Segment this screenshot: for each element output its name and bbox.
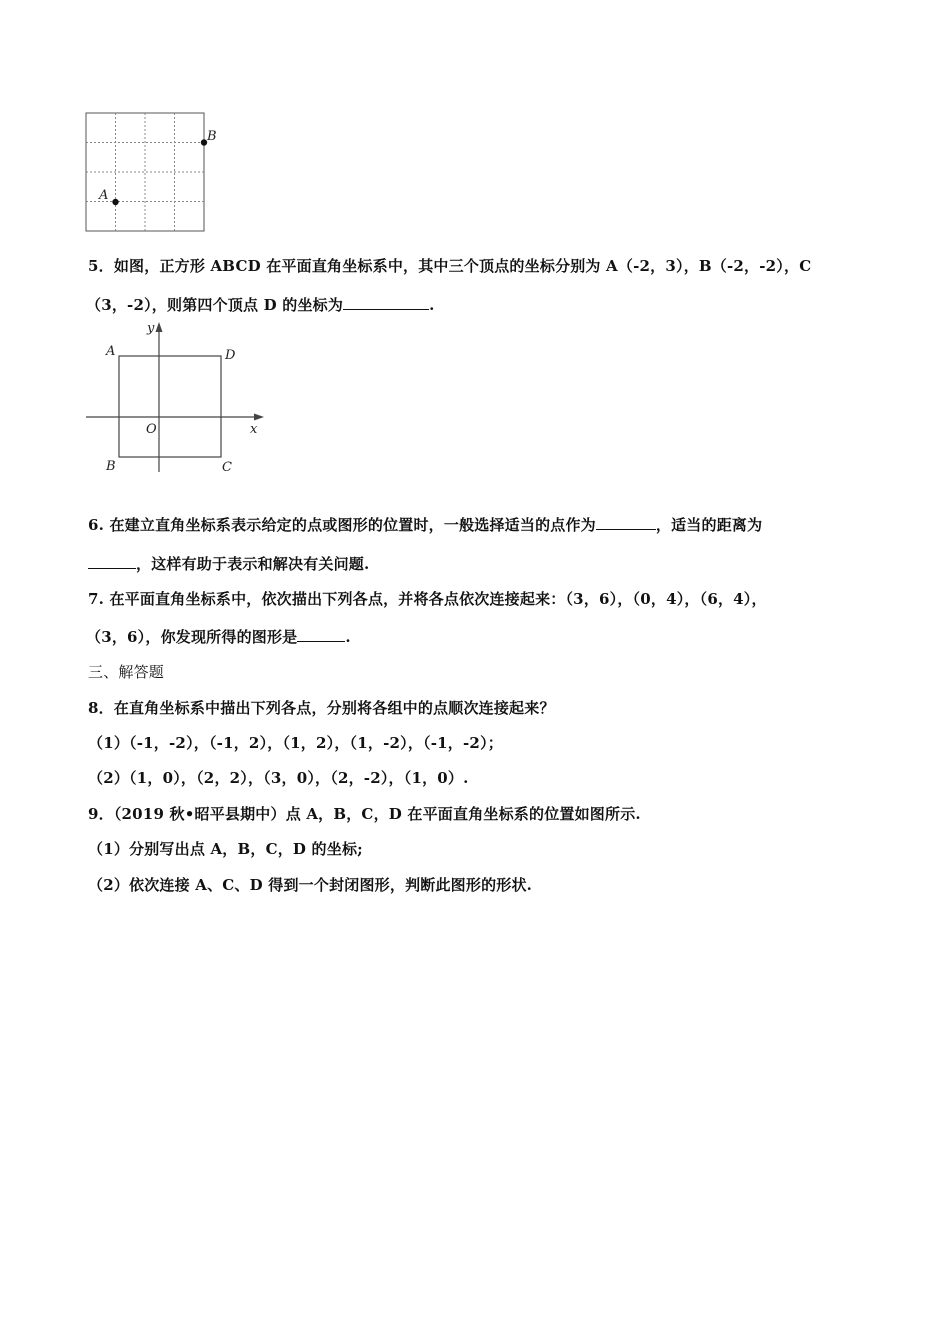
q5-text-2-end: . (429, 296, 435, 314)
label-c: C (222, 460, 232, 475)
q7-line-2 (86, 626, 351, 647)
q7-text-2: （3，6），你发现所得的图形是 (86, 628, 298, 646)
q9-stem: 9．（2019 秋•昭平县期中）点 A，B，C，D 在平面直角坐标系的位置如图所示. (88, 805, 641, 823)
q9-part-2: （2）依次连接 A、C、D 得到一个封闭图形，判断此图形的形状. (88, 876, 533, 894)
q6-line-2 (88, 553, 369, 574)
q5-line-1 (88, 256, 811, 276)
square-abcd (119, 356, 221, 457)
q5-line-2 (86, 294, 435, 315)
q7-text-2-end: . (345, 628, 351, 646)
point-a-dot (112, 199, 118, 205)
label-o: O (146, 422, 157, 437)
q6-text-2: ，这样有助于表示和解决有关问题. (136, 555, 370, 573)
label-y: y (147, 321, 155, 336)
label-a: A (106, 344, 116, 359)
q7-answer-blank[interactable] (297, 626, 345, 642)
q6-blank-2[interactable] (88, 553, 136, 569)
q8-part-2: （2）（1，0），（2，2），（3，0），（2，-2），（1，0）. (88, 769, 469, 787)
q7-line-1 (88, 589, 767, 609)
q7-text-1: 7. 在平面直角坐标系中，依次描出下列各点，并将各点依次连接起来：（3，6），（0，4），（6，4）， (88, 590, 767, 608)
q8-part-1: （1）（-1，-2），（-1，2），（1，2），（1，-2），（-1，-2）； (88, 734, 503, 752)
q5-text-1: ．如图，正方形 ABCD 在平面直角坐标系中，其中三个顶点的坐标分别为 A（-2，3），B（-2，-2），C (98, 257, 812, 275)
label-b: B (106, 459, 116, 474)
square-figure (82, 318, 272, 483)
q5-text-2: （3，-2），则第四个顶点 D 的坐标为 (86, 296, 344, 314)
section-3-title: 三、解答题 (88, 663, 165, 681)
label-x: x (250, 422, 258, 437)
y-axis-arrow (156, 322, 163, 332)
q8-stem: 8．在直角坐标系中描出下列各点，分别将各组中的点顺次连接起来？ (88, 699, 555, 717)
q6-text-1: 6. 在建立直角坐标系表示给定的点或图形的位置时，一般选择适当的点作为 (88, 516, 596, 534)
grid-lines (86, 113, 204, 231)
point-a-label: A (99, 188, 109, 203)
label-d: D (225, 348, 236, 363)
point-b-label: B (207, 129, 217, 144)
x-axis-arrow (254, 414, 264, 421)
grid-figure (80, 108, 230, 240)
q5-number: 5 (88, 257, 99, 275)
q5-answer-blank[interactable] (343, 294, 429, 310)
q6-blank-1[interactable] (596, 514, 656, 530)
q9-part-1: （1）分别写出点 A，B，C，D 的坐标; (88, 840, 363, 858)
q6-line-1 (88, 514, 762, 535)
q6-text-1-end: ，适当的距离为 (655, 516, 763, 534)
